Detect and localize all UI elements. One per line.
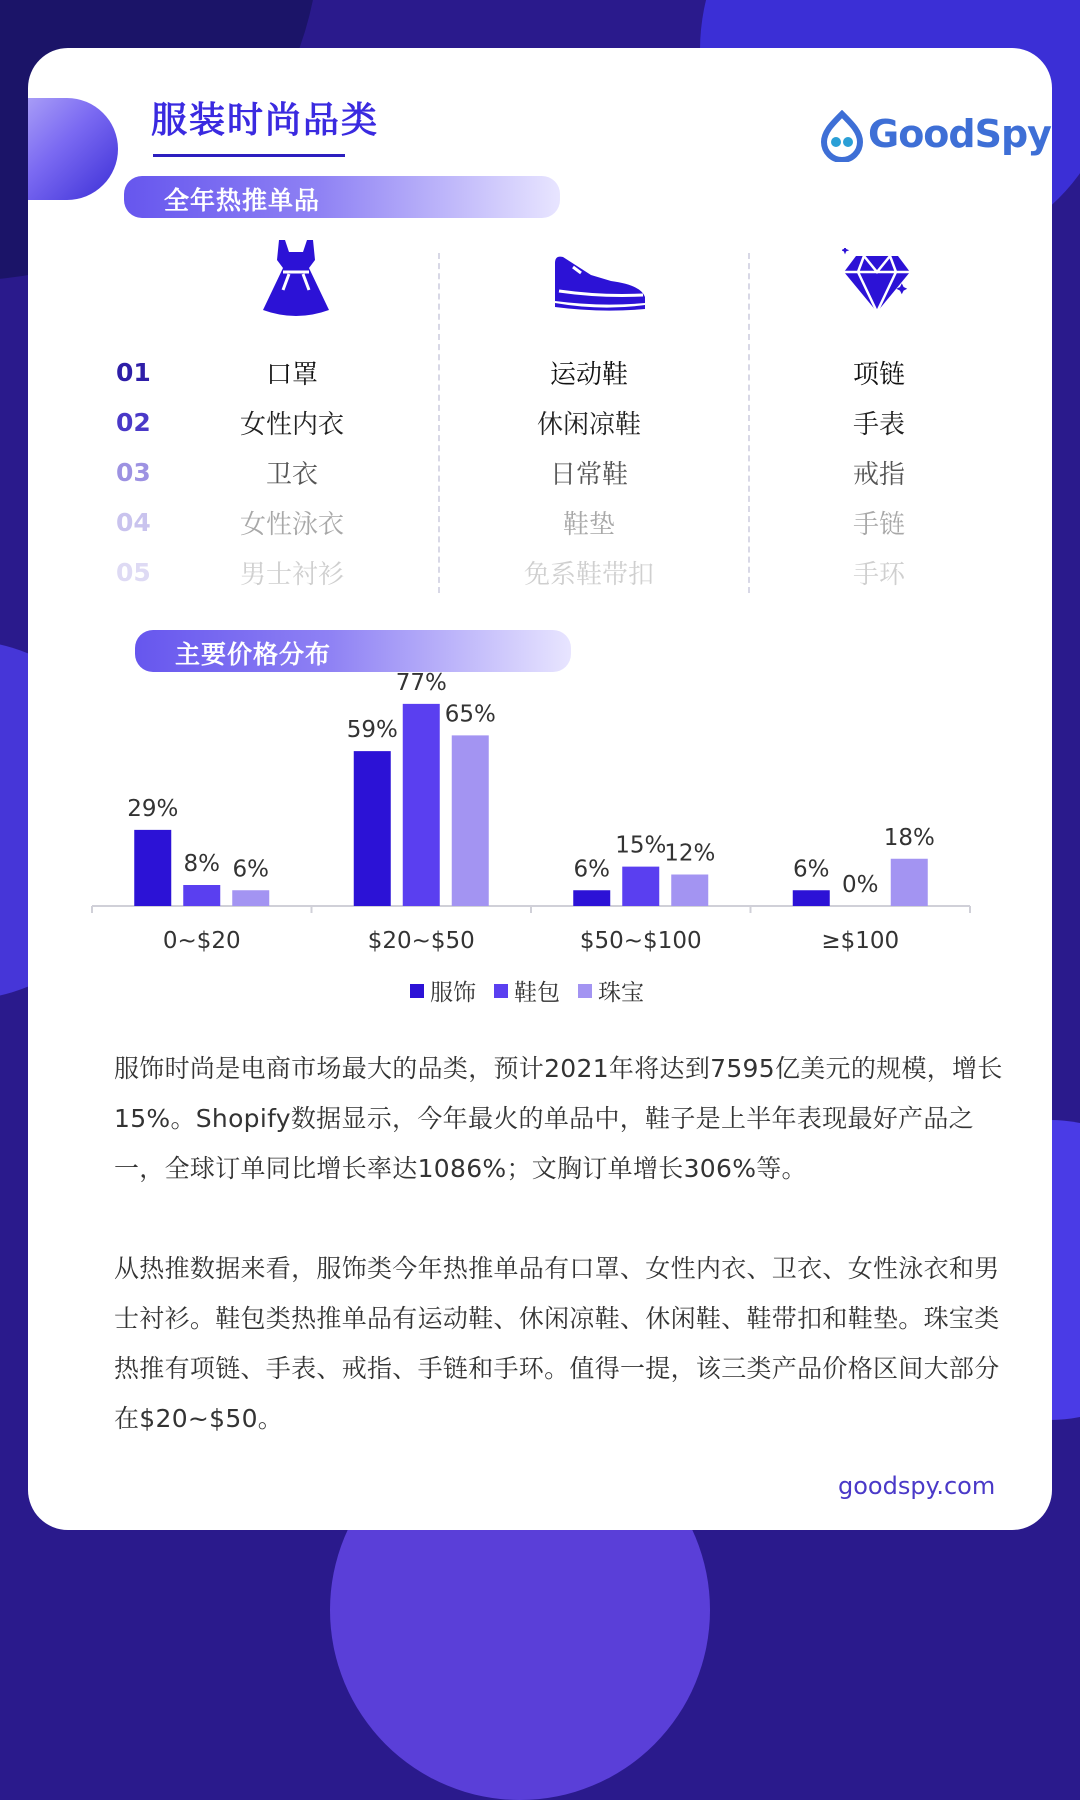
hot-item: 鞋垫 bbox=[562, 510, 615, 540]
data-label: 59% bbox=[346, 717, 398, 744]
hot-item: 男士衬衫 bbox=[239, 560, 344, 590]
data-label: 6% bbox=[793, 856, 830, 883]
hot-item: 女性泳衣 bbox=[239, 510, 344, 540]
hot-item: 口罩 bbox=[265, 360, 318, 390]
bar bbox=[403, 704, 440, 906]
body-paragraph: 从热推数据来看，服饰类今年热推单品有口罩、女性内衣、卫衣、女性泳衣和男士衬衫。鞋包类热推单品有运动鞋、休闲凉鞋、休闲鞋、鞋带扣和鞋垫。珠宝类热推有项链、手表、戒指、手链和手环。值得一提，该三类产品价格区间大部分在$20~$50。 bbox=[114, 1254, 1000, 1433]
sneaker-icon bbox=[551, 253, 647, 311]
legend-item bbox=[494, 974, 560, 1007]
chart-legend bbox=[410, 974, 644, 1007]
hot-item: 休闲凉鞋 bbox=[536, 410, 641, 440]
legend-swatch bbox=[578, 984, 592, 998]
bar bbox=[452, 735, 489, 906]
section-header-hot bbox=[124, 176, 560, 218]
rank-label: 05 bbox=[116, 558, 151, 587]
rank-label: 04 bbox=[116, 508, 151, 537]
bar bbox=[671, 875, 708, 907]
goodspy-logo-icon bbox=[818, 110, 866, 162]
logo-text: GoodSpy bbox=[868, 112, 1051, 156]
footer-url[interactable]: goodspy.com bbox=[838, 1472, 996, 1500]
section-title: 主要价格分布 bbox=[175, 640, 332, 669]
category-label: $50~$100 bbox=[579, 928, 702, 954]
section-header-price bbox=[135, 630, 571, 672]
hot-item: 女性内衣 bbox=[239, 410, 344, 440]
section-title: 全年热推单品 bbox=[164, 186, 321, 215]
column-divider bbox=[748, 253, 750, 593]
legend-swatch bbox=[494, 984, 508, 998]
hot-item: 免系鞋带扣 bbox=[523, 560, 654, 590]
hot-item: 卫衣 bbox=[265, 460, 318, 490]
legend-label: 服饰 bbox=[430, 980, 476, 1006]
bar bbox=[232, 890, 269, 906]
rank-label: 03 bbox=[116, 458, 151, 487]
bar bbox=[793, 890, 830, 906]
hot-item: 手表 bbox=[852, 410, 905, 440]
data-label: 6% bbox=[232, 856, 269, 883]
hot-item: 手环 bbox=[852, 560, 905, 590]
legend-label: 鞋包 bbox=[514, 980, 560, 1006]
data-label: 12% bbox=[664, 840, 716, 867]
category-label: $20~$50 bbox=[367, 928, 475, 954]
data-label: 8% bbox=[183, 851, 220, 877]
data-label: 29% bbox=[127, 795, 179, 822]
rank-label: 01 bbox=[116, 358, 151, 387]
column-divider bbox=[438, 253, 440, 593]
legend-item bbox=[410, 974, 476, 1007]
dress-icon bbox=[261, 238, 331, 320]
title-underline bbox=[153, 154, 345, 157]
data-label: 6% bbox=[573, 856, 610, 883]
legend-label: 珠宝 bbox=[598, 980, 644, 1006]
bar bbox=[183, 885, 220, 906]
bar bbox=[134, 830, 171, 906]
data-label: 77% bbox=[395, 669, 447, 696]
hot-item: 运动鞋 bbox=[549, 360, 628, 390]
content-card bbox=[28, 48, 1052, 1530]
bar bbox=[354, 751, 391, 906]
page-title: 服装时尚品类 bbox=[151, 100, 380, 141]
category-label: 0~$20 bbox=[162, 928, 241, 954]
hot-item: 项链 bbox=[852, 360, 905, 390]
category-label: ≥$100 bbox=[821, 928, 900, 954]
body-paragraph: 服饰时尚是电商市场最大的品类，预计2021年将达到7595亿美元的规模，增长15%。Shopify数据显示，今年最火的单品中，鞋子是上半年表现最好产品之一，全球订单同比增长率达1086%；文胸订单增长306%等。 bbox=[114, 1054, 1003, 1183]
data-label: 0% bbox=[842, 872, 879, 898]
decorative-blob bbox=[28, 98, 118, 200]
bar bbox=[573, 890, 610, 906]
data-label: 65% bbox=[444, 701, 496, 728]
bar bbox=[622, 867, 659, 906]
bar bbox=[891, 859, 928, 906]
brand-logo bbox=[818, 110, 1051, 162]
legend-item bbox=[578, 974, 644, 1007]
hot-item: 日常鞋 bbox=[549, 460, 628, 490]
data-label: 18% bbox=[883, 824, 935, 851]
diamond-icon bbox=[842, 248, 912, 314]
rank-label: 02 bbox=[116, 408, 151, 437]
data-label: 15% bbox=[615, 832, 667, 859]
hot-item: 戒指 bbox=[852, 460, 905, 490]
legend-swatch bbox=[410, 984, 424, 998]
hot-item: 手链 bbox=[852, 510, 905, 540]
